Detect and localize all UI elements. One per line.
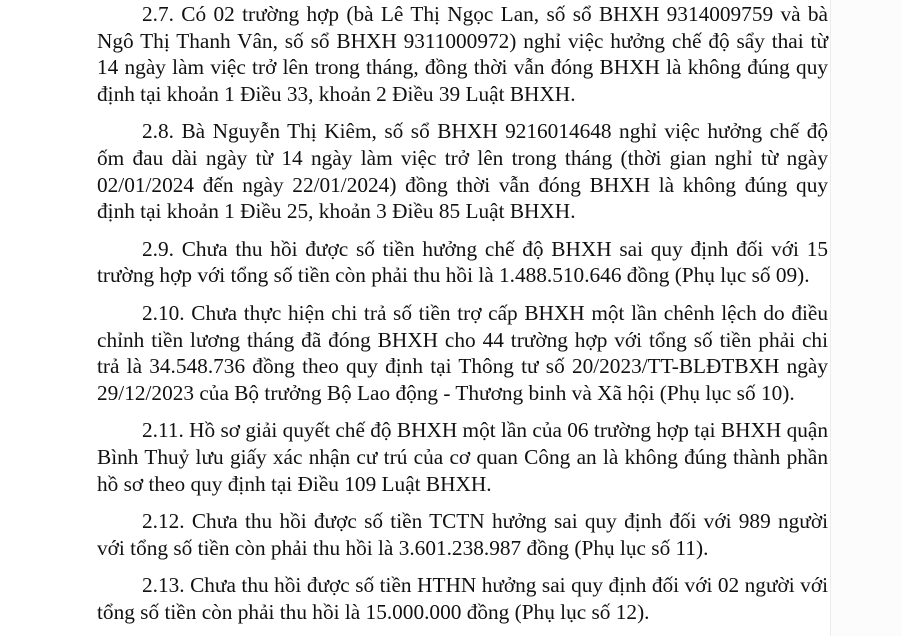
page-margin-background — [831, 0, 902, 636]
paragraph-2-10: 2.10. Chưa thực hiện chi trả số tiền trợ cấp BHXH một lần chênh lệch do điều chỉnh tiền lương tháng đã đóng BHXH cho 44 trường hợp với tổng số tiền phải chi trả là 34.548.736 đồng theo quy định tại Thông tư số 20/2023/TT-BLĐTBXH ngày 29/12/2023 của Bộ trưởng Bộ Lao động - Thương binh và Xã hội (Phụ lục số 10). — [97, 300, 828, 405]
paragraph-2-12: 2.12. Chưa thu hồi được số tiền TCTN hưởng sai quy định đối với 989 người với tổng số tiền còn phải thu hồi là 3.601.238.987 đồng (Phụ lục số 11). — [97, 509, 828, 560]
paragraph-2-9: 2.9. Chưa thu hồi được số tiền hưởng chế độ BHXH sai quy định đối với 15 trường hợp với tổng số tiền còn phải thu hồi là 1.488.510.646 đồng (Phụ lục số 09). — [97, 236, 828, 288]
paragraph-2-7: 2.7. Có 02 trường hợp (bà Lê Thị Ngọc Lan, số sổ BHXH 9314009759 và bà Ngô Thị Thanh Vân, số sổ BHXH 9311000972) nghỉ việc hưởng chế độ sẩy thai từ 14 ngày làm việc trở lên trong tháng, đồng thời vẫn đóng BHXH là không đúng quy định tại khoản 1 Điều 33, khoản 2 Điều 39 Luật BHXH. — [97, 2, 828, 106]
document-body — [97, 1, 828, 636]
paragraph-2-11: 2.11. Hồ sơ giải quyết chế độ BHXH một lần của 06 trường hợp tại BHXH quận Bình Thuỷ lưu giấy xác nhận cư trú của cơ quan Công an là không đúng thành phần hồ sơ theo quy định tại Điều 109 Luật BHXH. — [97, 418, 828, 496]
paragraph-2-8: 2.8. Bà Nguyễn Thị Kiêm, số sổ BHXH 9216014648 nghỉ việc hưởng chế độ ốm đau dài ngày từ 14 ngày làm việc trở lên trong tháng (thời gian nghỉ từ ngày 02/01/2024 đến ngày 22/01/2024) đồng thời vẫn đóng BHXH là không đúng quy định tại khoản 1 Điều 25, khoản 3 Điều 85 Luật BHXH. — [97, 119, 828, 224]
paragraph-2-13: 2.13. Chưa thu hồi được số tiền HTHN hưởng sai quy định đối với 02 người với tổng số tiền còn phải thu hồi là 15.000.000 đồng (Phụ lục số 12). — [97, 573, 828, 624]
